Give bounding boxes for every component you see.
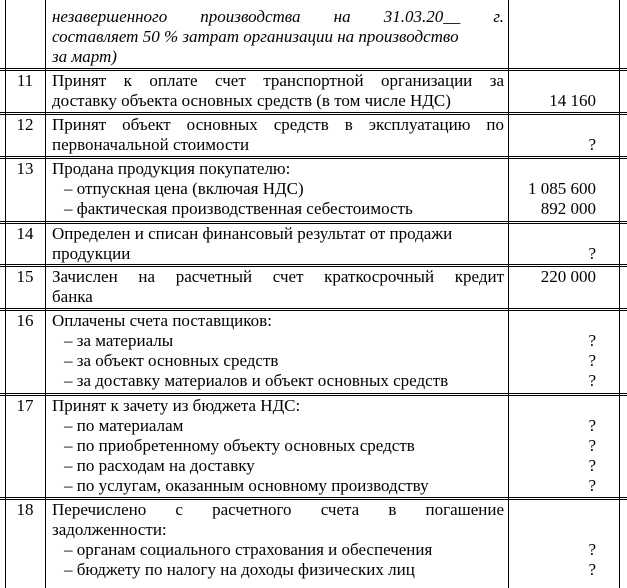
row-amount: ? [588, 135, 596, 154]
row-number: 17 [16, 396, 34, 415]
row-description-line: Принят к оплате счет транспортной организации за [52, 71, 504, 90]
row-item-amount: ? [588, 456, 596, 475]
row-item-amount: ? [588, 416, 596, 435]
row-description-line: Определен и списан финансовый результат от продажи [52, 224, 453, 243]
row-item-amount: 892 000 [540, 199, 596, 218]
row-item-amount: ? [588, 371, 596, 390]
carryover-line: составляет 50 % затрат организации на производство [52, 27, 459, 46]
row-amount: 14 160 [549, 91, 596, 110]
row-amount: 220 000 [540, 267, 596, 286]
row-description-line: Продана продукция покупателю: [52, 159, 291, 178]
carryover-line: за март) [52, 47, 117, 66]
row-item-label: – за объект основных средств [64, 351, 279, 370]
row-item-amount: 1 085 600 [528, 179, 596, 198]
row-item-label: – по расходам на доставку [64, 456, 255, 475]
row-item-label: – за материалы [64, 331, 174, 350]
row-item-label: – за доставку материалов и объект основных средств [64, 371, 449, 390]
row-item-amount: ? [588, 560, 596, 579]
row-item-label: – органам социального страхования и обеспечения [64, 540, 433, 559]
row-item-label: – по приобретенному объекту основных средств [64, 436, 415, 455]
row-item-label: – по услугам, оказанным основному производству [64, 476, 429, 495]
carryover-line: незавершенного производства на 31.03.20__ г. [52, 7, 504, 26]
row-item-amount: ? [588, 476, 596, 495]
row-number: 14 [16, 224, 34, 243]
row-description-line: задолженности: [52, 520, 167, 539]
row-item-amount: ? [588, 436, 596, 455]
row-description-line: Принят к зачету из бюджета НДС: [52, 396, 301, 415]
row-amount: ? [588, 244, 596, 263]
row-number: 13 [16, 159, 34, 178]
row-number: 11 [16, 71, 34, 90]
row-description-line: Принят объект основных средств в эксплуатацию по [52, 115, 504, 134]
row-item-label: – по материалам [64, 416, 184, 435]
row-item-amount: ? [588, 351, 596, 370]
row-item-amount: ? [588, 331, 596, 350]
row-number: 18 [16, 500, 34, 519]
row-description-line: Зачислен на расчетный счет краткосрочный кредит [52, 267, 504, 286]
row-item-label: – отпускная цена (включая НДС) [64, 179, 304, 198]
row-description-line: Оплачены счета поставщиков: [52, 311, 272, 330]
row-description-line: первоначальной стоимости [52, 135, 250, 154]
row-number: 12 [16, 115, 34, 134]
row-description-line: банка [52, 287, 93, 306]
row-item-amount: ? [588, 540, 596, 559]
row-description-line: продукции [52, 244, 131, 263]
row-number: 15 [16, 267, 34, 286]
row-number: 16 [16, 311, 34, 330]
row-item-label: – фактическая производственная себестоимость [64, 199, 413, 218]
row-description-line: Перечислено с расчетного счета в погашение [52, 500, 504, 519]
row-item-label: – бюджету по налогу на доходы физических лиц [64, 560, 415, 579]
row-description-line: доставку объекта основных средств (в том числе НДС) [52, 91, 451, 110]
